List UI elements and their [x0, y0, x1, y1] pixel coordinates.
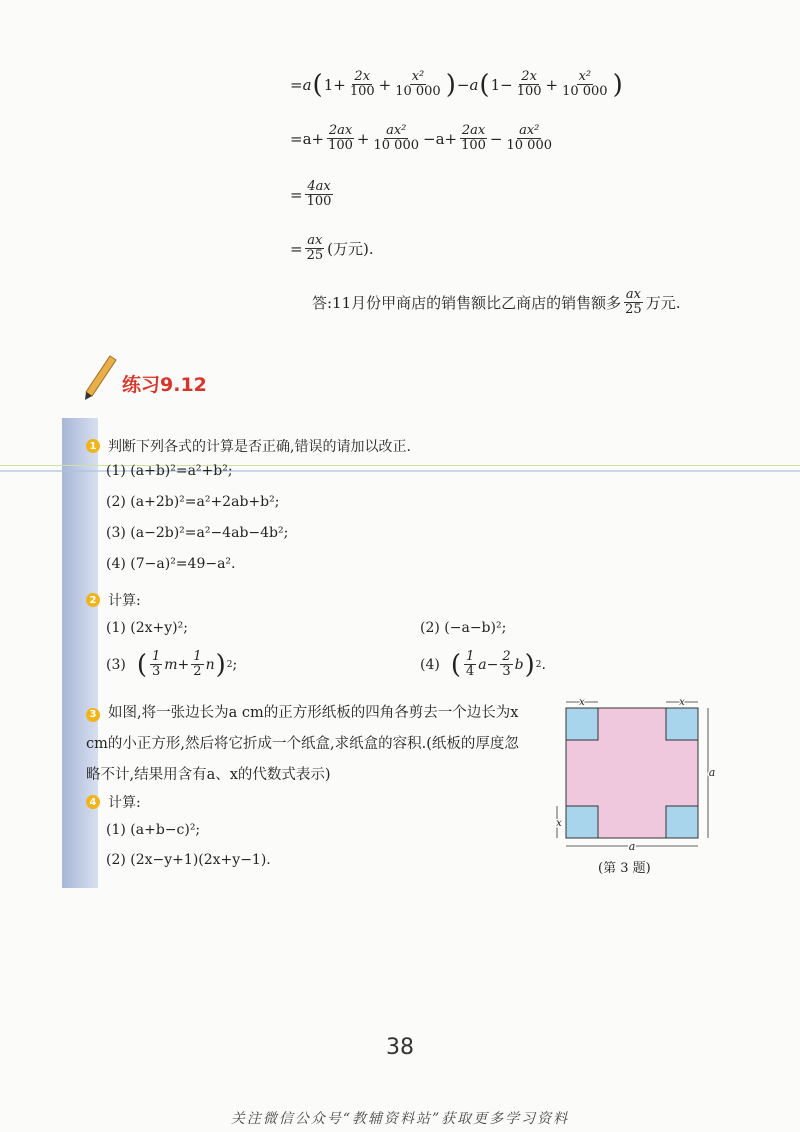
exercise-sidebar	[62, 418, 98, 888]
q2-item-1: (1) (2x+y)²;	[106, 620, 188, 636]
question-1: 1 判断下列各式的计算是否正确,错误的请加以改正.	[86, 436, 411, 456]
pencil-icon	[80, 352, 120, 402]
question-number-badge: 1	[86, 439, 100, 453]
corner-square	[666, 806, 698, 838]
q1-item-1: (1) (a+b)²=a²+b²;	[106, 463, 233, 479]
q1-item-4: (4) (7−a)²=49−a².	[106, 556, 236, 572]
q4-item-1: (1) (a+b−c)²;	[106, 822, 201, 838]
figure-caption: (第 3 题)	[598, 861, 651, 876]
page-number: 38	[386, 1035, 414, 1060]
q2-item-4: (4) ( $\frac{1}{4}$ a− $\frac{2}{3}$ b ) 2 .	[420, 649, 546, 680]
corner-square	[566, 708, 598, 740]
calc-line-2: =a+ $\frac{2ax}{100}$ + $\frac{\text{ax²}}{10 000}$ −a+ $\frac{2ax}{100}$ − $\frac{\text{ax²}}{10 000}$	[290, 123, 552, 154]
square-cut-diagram	[548, 694, 724, 856]
calc-line-1: = a ( 1+ $\frac{2x}{100}$ + $\frac{\text{x²}}{10 000}$ ) − a ( 1− $\frac{2x}{100}$ + $\frac{\text{x²}}{10 000}$ )	[290, 69, 623, 100]
calc-line-3: = $\frac{4ax}{100}$	[290, 179, 332, 210]
q1-item-2: (2) (a+2b)²=a²+2ab+b²;	[106, 494, 280, 510]
q2-item-3: (3) ( $\frac{1}{3}$ m+ $\frac{1}{2}$ n ) 2 ;	[106, 649, 238, 680]
q4-item-2: (2) (2x−y+1)(2x+y−1).	[106, 852, 271, 868]
q1-item-3: (3) (a−2b)²=a²−4ab−4b²;	[106, 525, 289, 541]
label-a: a	[628, 840, 636, 853]
question-number-badge: 3	[86, 708, 100, 722]
corner-square	[666, 708, 698, 740]
answer-line: 答:11月份甲商店的销售额比乙商店的销售额多 $\frac{ax}{25}$ 万元.	[312, 287, 681, 318]
label-a: a	[708, 766, 716, 779]
label-x: x	[556, 818, 562, 829]
label-x: x	[579, 697, 585, 708]
question-number-badge: 4	[86, 795, 100, 809]
question-3: 3 如图,将一张边长为a cm的正方形纸板的四角各剪去一个边长为x cm的小正方形,然后将它折成一个纸盒,求纸盒的容积.(纸板的厚度忽略不计,结果用含有a、x的代数式表示)	[86, 705, 519, 783]
q2-item-2: (2) (−a−b)²;	[420, 620, 507, 636]
corner-square	[566, 806, 598, 838]
footer-note: 关注微信公众号“教辅资料站”获取更多学习资料	[230, 1111, 570, 1127]
label-x: x	[679, 697, 685, 708]
exercise-title: 练习9.12	[122, 374, 207, 396]
question-4: 4 计算:	[86, 792, 141, 812]
question-2: 2 计算:	[86, 590, 141, 610]
calc-line-4: = $\frac{ax}{25}$ (万元).	[290, 233, 374, 264]
question-number-badge: 2	[86, 593, 100, 607]
